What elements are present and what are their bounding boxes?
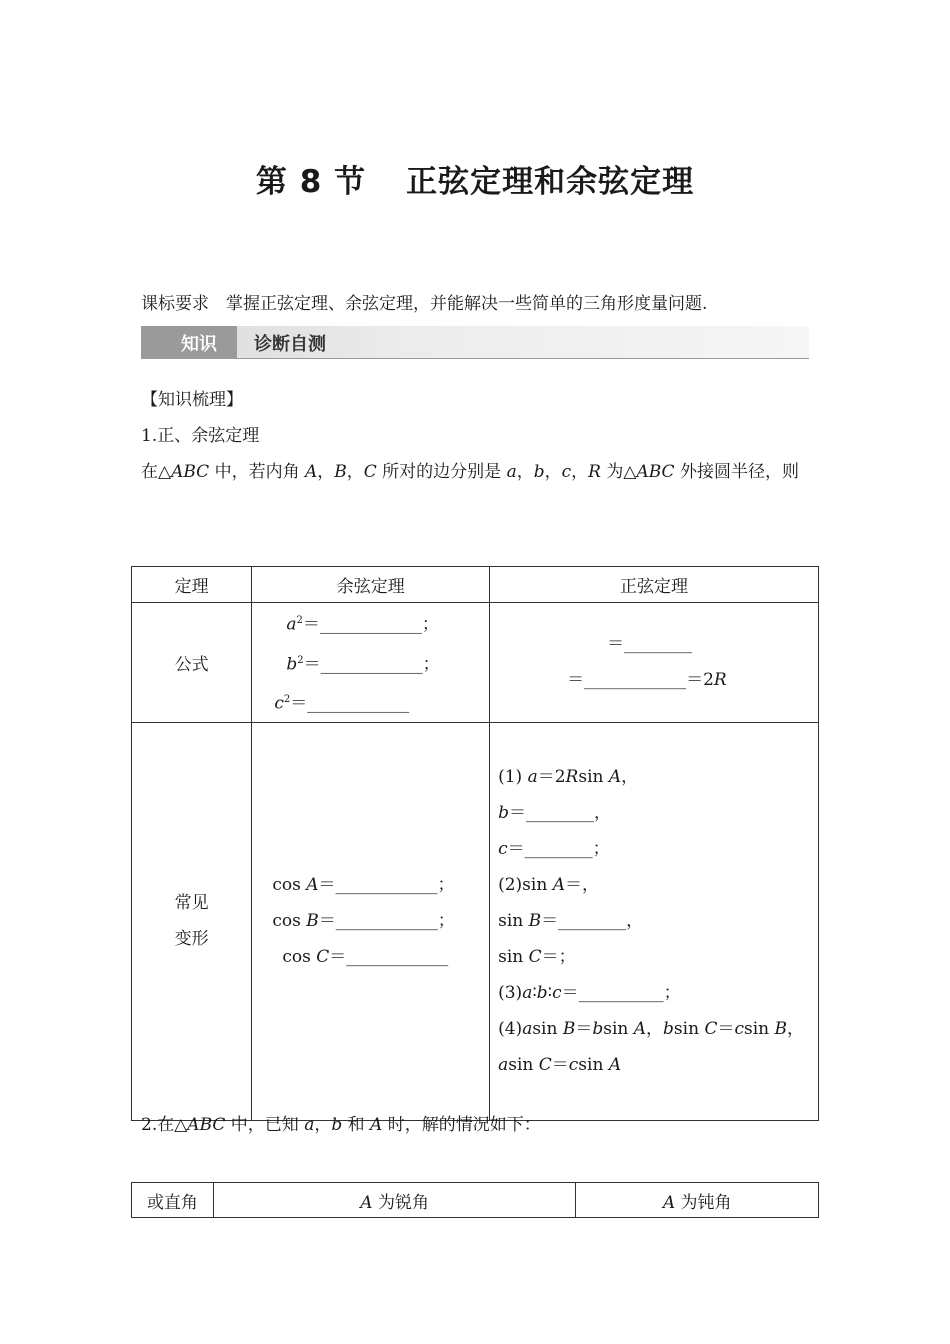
sine-formulas-cell	[490, 603, 819, 723]
table-row-formula	[132, 603, 819, 723]
course-requirement: 课标要求 掌握正弦定理、余弦定理，并能解决一些简单的三角形度量问题.	[141, 294, 708, 314]
banner-label-diagnosis: 诊断自测	[254, 334, 326, 355]
item1-title: 1.正、余弦定理	[141, 426, 260, 446]
cosine-formula-b: $b^2=\_\_\_\_\_\_\_\_\_\_\_\_$；	[286, 654, 440, 675]
header-cosine-law: 余弦定理	[252, 567, 490, 603]
sine-variant-1: (1) a＝2Rsin A，	[498, 767, 639, 788]
case-obtuse-angle: A 为钝角	[576, 1183, 819, 1218]
case-acute-angle: A 为锐角	[213, 1183, 575, 1218]
table-header-row	[132, 1183, 819, 1218]
sine-variant-b: b＝________，	[498, 803, 611, 824]
cosine-formula-a: $a^2=\_\_\_\_\_\_\_\_\_\_\_\_$；	[286, 614, 439, 635]
section-banner	[141, 326, 809, 358]
sine-variant-2: (2)sin A＝，	[498, 875, 599, 896]
cosine-formulas-cell	[252, 603, 490, 723]
section-banner-underline	[141, 358, 809, 359]
sine-variant-c: c＝________；	[498, 839, 610, 860]
case-right-angle: 或直角	[132, 1183, 214, 1218]
cosine-variant-c: cos C＝____________	[282, 947, 449, 968]
cosine-variant-a: cos A＝____________；	[272, 875, 455, 896]
title-topic: 正弦定理和余弦定理	[406, 164, 695, 200]
header-sine-law: 正弦定理	[490, 567, 819, 603]
sine-variant-sinc: sin C＝；	[498, 947, 576, 968]
cosine-variant-b: cos B＝____________；	[272, 911, 455, 932]
title-section-number: 第 8 节	[255, 164, 367, 200]
sine-variant-sinb: sin B＝________，	[498, 911, 644, 932]
sine-variant-4: (4)asin B＝bsin A，bsin C＝csin B，	[498, 1019, 804, 1040]
table-row-variants	[132, 722, 819, 1120]
sine-variants-cell	[490, 722, 819, 1120]
row-label-variants: 常见 变形	[132, 722, 252, 1120]
row-label-formula: 公式	[132, 603, 252, 723]
intro-paragraph: 在△ABC 中，若内角 A，B，C 所对的边分别是 a，b，c，R 为△ABC 外接圆半径，则	[141, 462, 799, 482]
section-heading: 【知识梳理】	[141, 390, 243, 410]
sine-variant-4b: asin C＝csin A	[498, 1055, 622, 1076]
sine-variant-3: (3)a∶b∶c＝__________；	[498, 983, 681, 1004]
table-header-row	[132, 567, 819, 603]
sine-formula-line1: ＝________	[607, 634, 693, 655]
item2-paragraph: 2.在△ABC 中，已知 a，b 和 A 时，解的情况如下：	[141, 1115, 541, 1135]
theorem-table	[131, 566, 819, 1121]
solution-cases-table	[131, 1182, 819, 1218]
header-theorem: 定理	[132, 567, 252, 603]
cosine-variants-cell	[252, 722, 490, 1120]
cosine-formula-c: $c^2=\_\_\_\_\_\_\_\_\_\_\_\_$	[274, 693, 410, 714]
sine-formula-line2: ＝____________＝2R	[567, 670, 727, 691]
page-title	[0, 156, 950, 201]
banner-label-knowledge: 知识	[181, 334, 217, 355]
